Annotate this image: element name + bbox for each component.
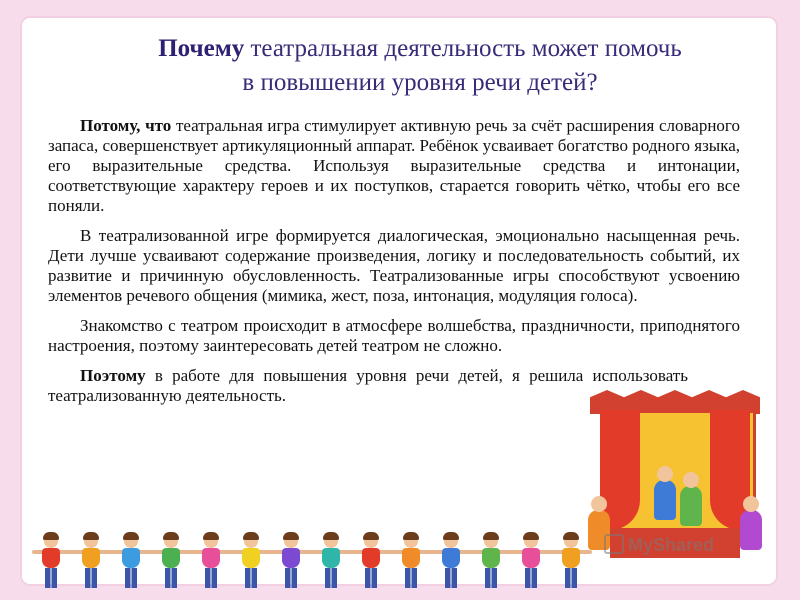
child-figure	[160, 534, 182, 590]
child-figure	[520, 534, 542, 590]
child-figure	[440, 534, 462, 590]
paragraph-4-lead: Поэтому	[80, 366, 146, 385]
child-figure	[40, 534, 62, 590]
paragraph-3: Знакомство с театром происходит в атмосфере волшебства, праздничности, приподнятого настроения, поэтому заинтересовать детей театром не сложно.	[48, 316, 740, 355]
paragraph-2: В театрализованной игре формируется диалогическая, эмоционально насыщенная речь. Дети лучше усваивают содержание произведения, логику и последовательность событий, их развитие и причинную обусловленность. Театрализованные игры способствуют усвоению элементов речевого общения (мимика, жест, поза, интонация, модуляция голоса).	[48, 226, 740, 305]
title-line-2: в повышении уровня речи детей?	[242, 69, 598, 96]
child-figure	[200, 534, 222, 590]
child-figure	[240, 534, 262, 590]
child-figure	[400, 534, 422, 590]
slide-title	[80, 32, 760, 100]
child-figure	[120, 534, 142, 590]
child-figure	[360, 534, 382, 590]
child-figure	[480, 534, 502, 590]
child-figure	[560, 534, 582, 590]
title-emphasis: Почему	[158, 35, 245, 62]
watermark-text: MyShared	[628, 535, 715, 555]
paragraph-1-lead: Потому, что	[80, 116, 172, 135]
paragraph-1-text: театральная игра стимулирует активную речь за счёт расширения словарного запаса, совершенствует артикуляционный аппарат. Ребёнок усваивает богатство родного языка, его выразительные средства. Используя выразительные средства и интонации, соответствующие характеру героев и их поступков, старается говорить чётко, чтобы его все поняли.	[48, 116, 741, 215]
child-figure	[280, 534, 302, 590]
myshared-logo-icon	[604, 534, 624, 554]
puppet-figure	[654, 480, 676, 520]
children-arms	[32, 550, 592, 554]
title-rest: театральная деятельность может помочь	[244, 35, 682, 62]
child-figure	[80, 534, 102, 590]
paragraph-4-text: в работе для повышения уровня речи детей, я решила использовать театрализованную деятельность.	[48, 366, 688, 405]
puppet-figure	[740, 510, 762, 550]
watermark	[604, 534, 714, 556]
puppet-figure	[680, 486, 702, 526]
child-figure	[320, 534, 342, 590]
paragraph-1	[48, 116, 740, 216]
children-chain-illustration	[32, 520, 592, 590]
